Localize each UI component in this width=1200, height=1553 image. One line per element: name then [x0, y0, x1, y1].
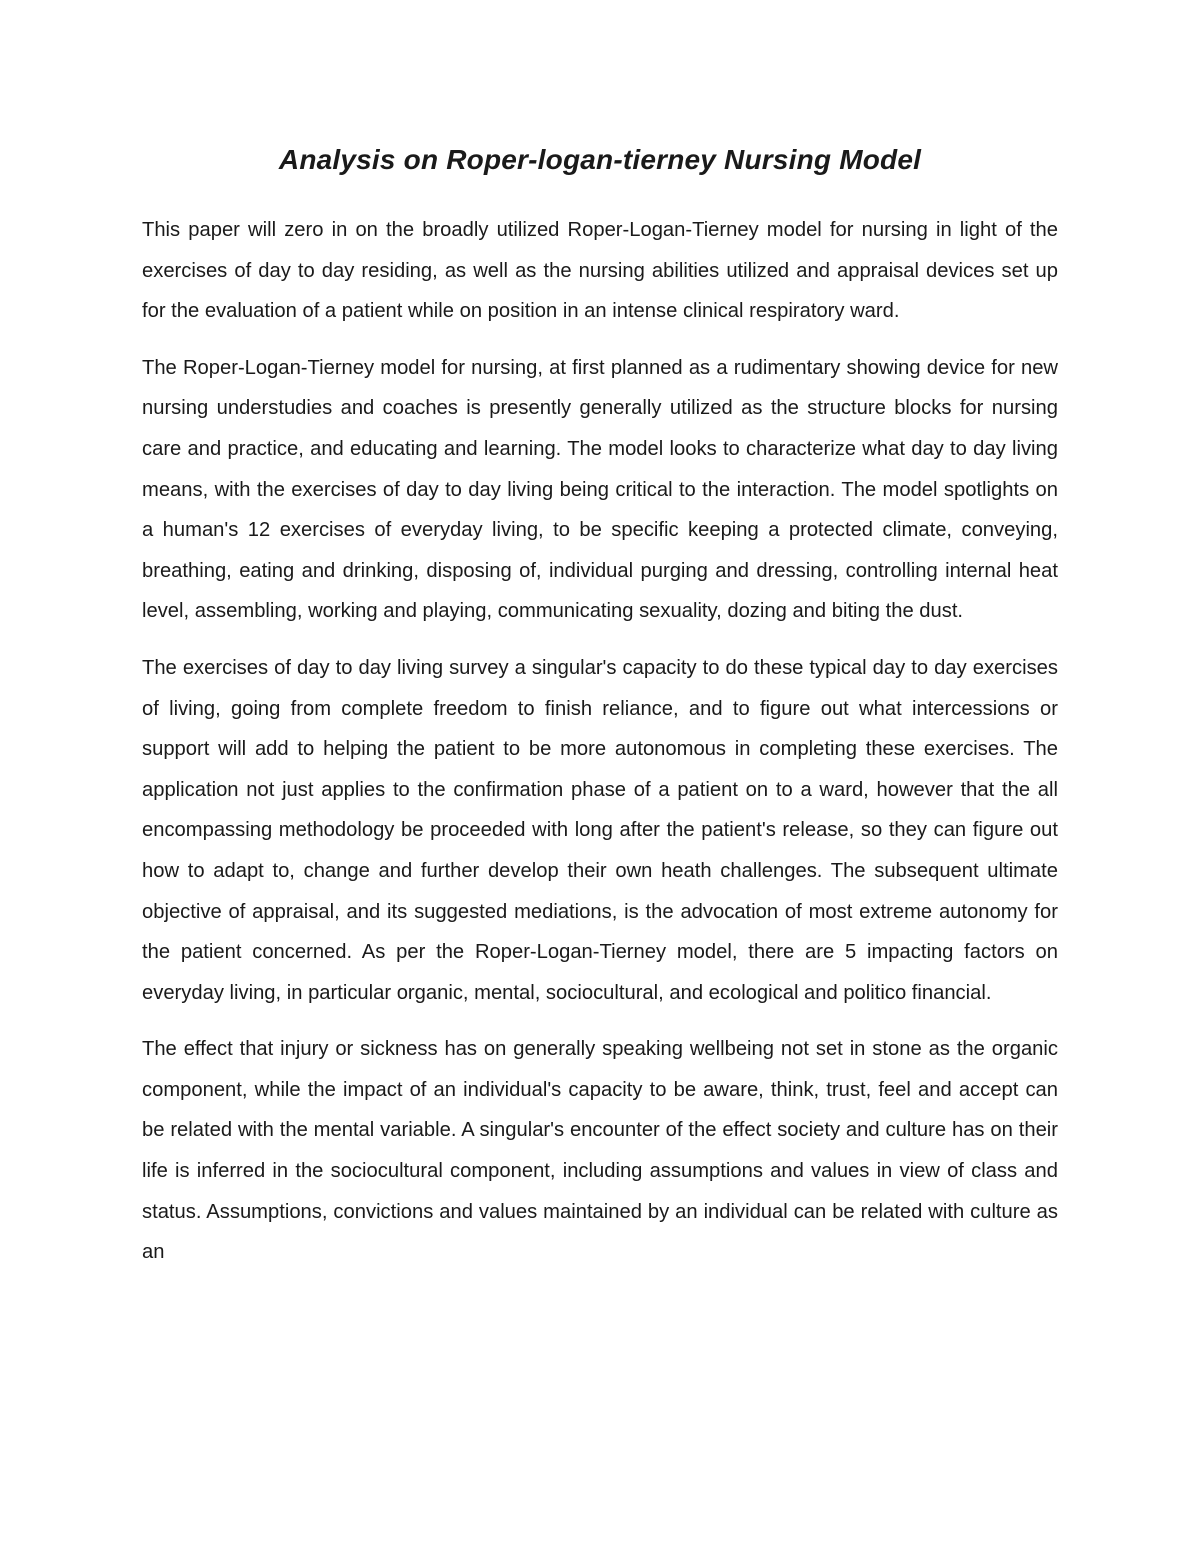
paragraph-3: The exercises of day to day living survey a singular's capacity to do these typical day to day exercises of living, going from complete freedom to finish reliance, and to figure out what intercessions or support will add to helping the patient to be more autonomous in completing these exercises. The application not just applies to the confirmation phase of a patient on to a ward, however that the all encompassing methodology be proceeded with long after the patient's release, so they can figure out how to adapt to, change and further develop their own heath challenges. The subsequent ultimate objective of appraisal, and its suggested mediations, is the advocation of most extreme autonomy for the patient concerned. As per the Roper-Logan-Tierney model, there are 5 impacting factors on everyday living, in particular organic, mental, sociocultural, and ecological and politico financial. [142, 656, 1058, 1004]
paragraph-4: The effect that injury or sickness has on generally speaking wellbeing not set in stone as the organic component, while the impact of an individual's capacity to be aware, think, trust, feel and accept can be related with the mental variable. A singular's encounter of the effect society and culture has on their life is inferred in the sociocultural component, including assumptions and values in view of class and status. Assumptions, convictions and values maintained by an individual can be related with culture as an [142, 1038, 1058, 1264]
paragraph-2: The Roper-Logan-Tierney model for nursing, at first planned as a rudimentary showing device for new nursing understudies and coaches is presently generally utilized as the structure blocks for nursing care and practice, and educating and learning. The model looks to characterize what day to day living means, with the exercises of day to day living being critical to the interaction. The model spotlights on a human's 12 exercises of everyday living, to be specific keeping a protected climate, conveying, breathing, eating and drinking, disposing of, individual purging and dressing, controlling internal heat level, assembling, working and playing, communicating sexuality, dozing and biting the dust. [142, 356, 1058, 623]
document-body [142, 210, 1058, 1289]
document-title: Analysis on Roper-logan-tierney Nursing Model [278, 144, 922, 175]
paragraph-1: This paper will zero in on the broadly utilized Roper-Logan-Tierney model for nursing in light of the exercises of day to day residing, as well as the nursing abilities utilized and appraisal devices set up for the evaluation of a patient while on position in an intense clinical respiratory ward. [142, 219, 1058, 323]
